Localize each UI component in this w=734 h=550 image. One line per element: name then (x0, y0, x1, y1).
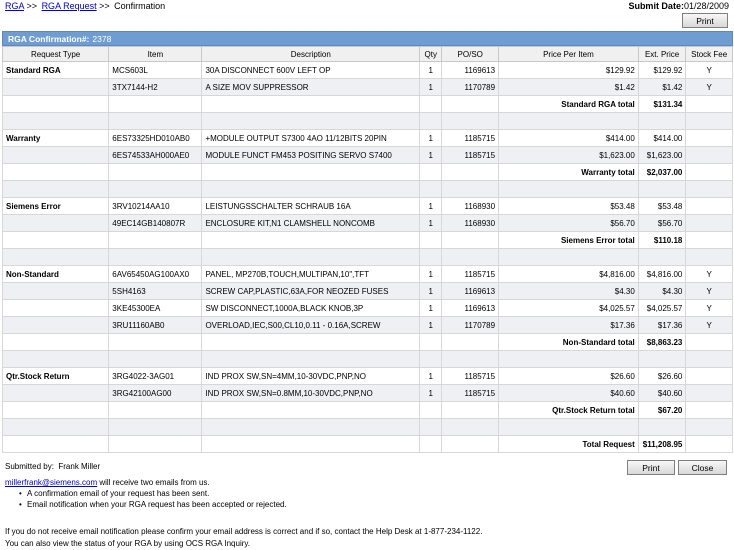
empty-cell (442, 232, 499, 249)
row-po-so: 1170789 (442, 317, 499, 334)
submitted-by-name: Frank Miller (58, 462, 101, 471)
spacer-row (3, 249, 733, 266)
submit-date (628, 1, 729, 11)
list-item: • A confirmation email of your request has been sent. (19, 488, 287, 499)
empty-cell (686, 249, 733, 266)
row-ext-price: $40.60 (638, 385, 686, 402)
row-ext-price: $4.30 (638, 283, 686, 300)
row-item: 3RU11160AB0 (109, 317, 202, 334)
row-description: +MODULE OUTPUT S7300 4AO 11/12BITS 20PIN (202, 130, 420, 147)
column-header: Price Per Item (499, 47, 639, 62)
rga-confirmation-panel (2, 31, 733, 453)
row-price-per-item: $4,025.57 (499, 300, 639, 317)
empty-cell (202, 96, 420, 113)
row-item: 49EC14GB140807R (109, 215, 202, 232)
subtotal-row (3, 402, 733, 419)
breadcrumb-rga-link[interactable]: RGA (5, 1, 25, 11)
subtotal-row (3, 334, 733, 351)
row-ext-price: $53.48 (638, 198, 686, 215)
empty-cell (202, 249, 420, 266)
empty-cell (420, 402, 442, 419)
empty-cell (686, 113, 733, 130)
row-qty: 1 (420, 300, 442, 317)
empty-cell (109, 164, 202, 181)
row-qty: 1 (420, 215, 442, 232)
row-price-per-item: $414.00 (499, 130, 639, 147)
empty-cell (3, 419, 109, 436)
row-price-per-item: $56.70 (499, 215, 639, 232)
row-description: SCREW CAP,PLASTIC,63A,FOR NEOZED FUSES (202, 283, 420, 300)
column-header: Ext. Price (638, 47, 686, 62)
empty-cell (638, 351, 686, 368)
row-qty: 1 (420, 198, 442, 215)
empty-cell (420, 249, 442, 266)
empty-cell (686, 351, 733, 368)
table-header-row (3, 47, 733, 62)
empty-cell (420, 351, 442, 368)
table-row (3, 368, 733, 385)
row-request-type (3, 215, 109, 232)
subtotal-value: $110.18 (638, 232, 686, 249)
email-link[interactable]: millerfrank@siemens.com (5, 478, 98, 487)
row-description: PANEL, MP270B,TOUCH,MULTIPAN,10",TFT (202, 266, 420, 283)
row-description: IND PROX SW,SN=0.8MM,10-30VDC,PNP,NO (202, 385, 420, 402)
row-request-type (3, 147, 109, 164)
empty-cell (3, 436, 109, 453)
spacer-row (3, 419, 733, 436)
submit-date-value: 01/28/2009 (683, 1, 729, 11)
row-description: A SIZE MOV SUPPRESSOR (202, 79, 420, 96)
subtotal-label: Warranty total (499, 164, 639, 181)
breadcrumb-separator: >> (26, 1, 38, 11)
column-header: Stock Fee (686, 47, 733, 62)
row-item: 6AV65450AG100AX0 (109, 266, 202, 283)
empty-cell (442, 113, 499, 130)
row-price-per-item: $17.36 (499, 317, 639, 334)
empty-cell (109, 334, 202, 351)
empty-cell (638, 249, 686, 266)
row-stock-fee (686, 130, 733, 147)
breadcrumb-current: Confirmation (114, 1, 166, 11)
row-description: IND PROX SW,SN=4MM,10-30VDC,PNP,NO (202, 368, 420, 385)
empty-cell (202, 181, 420, 198)
row-item: 6ES74533AH000AE0 (109, 147, 202, 164)
row-stock-fee (686, 198, 733, 215)
empty-cell (442, 96, 499, 113)
row-description: SW DISCONNECT,1000A,BLACK KNOB,3P (202, 300, 420, 317)
empty-cell (686, 164, 733, 181)
row-ext-price: $56.70 (638, 215, 686, 232)
row-ext-price: $4,816.00 (638, 266, 686, 283)
row-qty: 1 (420, 368, 442, 385)
column-header: Description (202, 47, 420, 62)
empty-cell (638, 113, 686, 130)
row-item: 3KE45300EA (109, 300, 202, 317)
submitted-by (5, 462, 100, 471)
row-stock-fee: Y (686, 62, 733, 79)
row-price-per-item: $4.30 (499, 283, 639, 300)
row-stock-fee: Y (686, 283, 733, 300)
table-row (3, 198, 733, 215)
empty-cell (202, 419, 420, 436)
empty-cell (420, 113, 442, 130)
print-button-bottom[interactable]: Print (627, 460, 675, 475)
empty-cell (202, 402, 420, 419)
row-stock-fee: Y (686, 300, 733, 317)
row-qty: 1 (420, 266, 442, 283)
empty-cell (638, 419, 686, 436)
row-request-type: Standard RGA (3, 62, 109, 79)
row-qty: 1 (420, 79, 442, 96)
empty-cell (686, 436, 733, 453)
empty-cell (638, 181, 686, 198)
spacer-row (3, 351, 733, 368)
row-request-type: Non-Standard (3, 266, 109, 283)
row-request-type: Siemens Error (3, 198, 109, 215)
row-ext-price: $26.60 (638, 368, 686, 385)
table-row (3, 62, 733, 79)
column-header: Request Type (3, 47, 109, 62)
empty-cell (3, 181, 109, 198)
empty-cell (3, 402, 109, 419)
row-item: 3RG4022-3AG01 (109, 368, 202, 385)
row-stock-fee (686, 368, 733, 385)
row-po-so: 1169613 (442, 300, 499, 317)
breadcrumb-separator: >> (99, 1, 110, 11)
subtotal-label: Siemens Error total (499, 232, 639, 249)
empty-cell (3, 113, 109, 130)
empty-cell (420, 334, 442, 351)
empty-cell (3, 351, 109, 368)
empty-cell (442, 164, 499, 181)
email-line (5, 478, 210, 487)
row-po-so: 1185715 (442, 385, 499, 402)
column-header: PO/SO (442, 47, 499, 62)
empty-cell (202, 334, 420, 351)
row-stock-fee (686, 385, 733, 402)
empty-cell (202, 436, 420, 453)
row-description: LEISTUNGSSCHALTER SCHRAUB 16A (202, 198, 420, 215)
empty-cell (686, 402, 733, 419)
row-ext-price: $4,025.57 (638, 300, 686, 317)
subtotal-value: $11,208.95 (638, 436, 686, 453)
row-qty: 1 (420, 317, 442, 334)
row-stock-fee: Y (686, 317, 733, 334)
row-po-so: 1169613 (442, 62, 499, 79)
subtotal-label: Qtr.Stock Return total (499, 402, 639, 419)
empty-cell (420, 181, 442, 198)
empty-cell (109, 402, 202, 419)
table-row (3, 79, 733, 96)
row-ext-price: $17.36 (638, 317, 686, 334)
row-stock-fee: Y (686, 266, 733, 283)
empty-cell (442, 334, 499, 351)
row-description: ENCLOSURE KIT,N1 CLAMSHELL NONCOMB (202, 215, 420, 232)
empty-cell (3, 96, 109, 113)
inquiry-text: You can also view the status of your RGA by using OCS RGA Inquiry. (5, 539, 251, 548)
empty-cell (3, 164, 109, 181)
subtotal-label: Total Request (499, 436, 639, 453)
row-item: 6ES73325HD010AB0 (109, 130, 202, 147)
row-stock-fee: Y (686, 79, 733, 96)
spacer-row (3, 113, 733, 130)
row-qty: 1 (420, 283, 442, 300)
row-item: 5SH4163 (109, 283, 202, 300)
empty-cell (202, 351, 420, 368)
empty-cell (442, 436, 499, 453)
row-request-type: Qtr.Stock Return (3, 368, 109, 385)
column-header: Qty (420, 47, 442, 62)
row-qty: 1 (420, 385, 442, 402)
confirmation-header (2, 31, 733, 46)
subtotal-value: $131.34 (638, 96, 686, 113)
breadcrumb (5, 1, 167, 11)
row-ext-price: $129.92 (638, 62, 686, 79)
email-suffix: will receive two emails from us. (99, 478, 210, 487)
row-stock-fee (686, 147, 733, 164)
empty-cell (109, 113, 202, 130)
empty-cell (202, 232, 420, 249)
submit-date-label: Submit Date: (628, 1, 684, 11)
spacer-row (3, 181, 733, 198)
row-price-per-item: $129.92 (499, 62, 639, 79)
row-request-type (3, 385, 109, 402)
table-row (3, 283, 733, 300)
empty-cell (499, 351, 639, 368)
row-po-so: 1168930 (442, 215, 499, 232)
subtotal-label: Standard RGA total (499, 96, 639, 113)
empty-cell (499, 419, 639, 436)
close-button[interactable]: Close (678, 460, 727, 475)
confirmation-label: RGA Confirmation#: (8, 33, 90, 44)
empty-cell (442, 249, 499, 266)
row-ext-price: $414.00 (638, 130, 686, 147)
help-desk-text: If you do not receive email notification please confirm your email address is correct and if so, contact the Help Desk at 1-877-234-1122. (5, 527, 483, 536)
empty-cell (109, 96, 202, 113)
empty-cell (109, 249, 202, 266)
row-po-so: 1185715 (442, 368, 499, 385)
empty-cell (499, 181, 639, 198)
empty-cell (3, 249, 109, 266)
empty-cell (499, 113, 639, 130)
table-row (3, 215, 733, 232)
empty-cell (109, 436, 202, 453)
table-row (3, 266, 733, 283)
row-request-type (3, 300, 109, 317)
empty-cell (109, 351, 202, 368)
empty-cell (442, 419, 499, 436)
empty-cell (3, 232, 109, 249)
row-description: MODULE FUNCT FM453 POSITING SERVO S7400 (202, 147, 420, 164)
empty-cell (109, 419, 202, 436)
empty-cell (420, 96, 442, 113)
row-description: 30A DISCONNECT 600V LEFT OP (202, 62, 420, 79)
subtotal-value: $8,863.23 (638, 334, 686, 351)
subtotal-row (3, 232, 733, 249)
row-request-type (3, 317, 109, 334)
row-qty: 1 (420, 147, 442, 164)
row-request-type: Warranty (3, 130, 109, 147)
table-row (3, 130, 733, 147)
submitted-by-label: Submitted by: (5, 462, 54, 471)
table-row (3, 385, 733, 402)
empty-cell (420, 164, 442, 181)
empty-cell (420, 232, 442, 249)
subtotal-value: $67.20 (638, 402, 686, 419)
row-price-per-item: $53.48 (499, 198, 639, 215)
row-po-so: 1185715 (442, 147, 499, 164)
print-button-top[interactable]: Print (682, 13, 728, 28)
empty-cell (442, 181, 499, 198)
row-request-type (3, 283, 109, 300)
empty-cell (686, 232, 733, 249)
row-po-so: 1170789 (442, 79, 499, 96)
empty-cell (442, 402, 499, 419)
rga-items-table (2, 46, 733, 453)
email-notes-list (19, 488, 287, 510)
table-row (3, 147, 733, 164)
empty-cell (420, 436, 442, 453)
table-row (3, 300, 733, 317)
empty-cell (499, 249, 639, 266)
row-qty: 1 (420, 130, 442, 147)
row-po-so: 1168930 (442, 198, 499, 215)
table-row (3, 317, 733, 334)
row-item: 3RG42100AG00 (109, 385, 202, 402)
empty-cell (3, 334, 109, 351)
row-request-type (3, 79, 109, 96)
list-item: • Email notification when your RGA request has been accepted or rejected. (19, 499, 287, 510)
row-description: OVERLOAD,IEC,S00,CL10,0.11 - 0.16A,SCREW (202, 317, 420, 334)
row-price-per-item: $1,623.00 (499, 147, 639, 164)
row-ext-price: $1.42 (638, 79, 686, 96)
subtotal-label: Non-Standard total (499, 334, 639, 351)
empty-cell (420, 419, 442, 436)
row-item: 3RV10214AA10 (109, 198, 202, 215)
empty-cell (686, 334, 733, 351)
row-po-so: 1185715 (442, 130, 499, 147)
row-po-so: 1169613 (442, 283, 499, 300)
row-item: MCS603L (109, 62, 202, 79)
empty-cell (686, 181, 733, 198)
row-price-per-item: $1.42 (499, 79, 639, 96)
row-ext-price: $1,623.00 (638, 147, 686, 164)
empty-cell (109, 232, 202, 249)
row-price-per-item: $26.60 (499, 368, 639, 385)
empty-cell (202, 164, 420, 181)
row-price-per-item: $40.60 (499, 385, 639, 402)
column-header: Item (109, 47, 202, 62)
empty-cell (686, 96, 733, 113)
breadcrumb-rga-request-link[interactable]: RGA Request (41, 1, 97, 11)
subtotal-value: $2,037.00 (638, 164, 686, 181)
subtotal-row (3, 436, 733, 453)
confirmation-number: 2378 (92, 33, 112, 44)
empty-cell (109, 181, 202, 198)
empty-cell (442, 351, 499, 368)
empty-cell (202, 113, 420, 130)
row-item: 3TX7144-H2 (109, 79, 202, 96)
subtotal-row (3, 164, 733, 181)
subtotal-row (3, 96, 733, 113)
row-po-so: 1185715 (442, 266, 499, 283)
row-stock-fee (686, 215, 733, 232)
row-price-per-item: $4,816.00 (499, 266, 639, 283)
row-qty: 1 (420, 62, 442, 79)
empty-cell (686, 419, 733, 436)
